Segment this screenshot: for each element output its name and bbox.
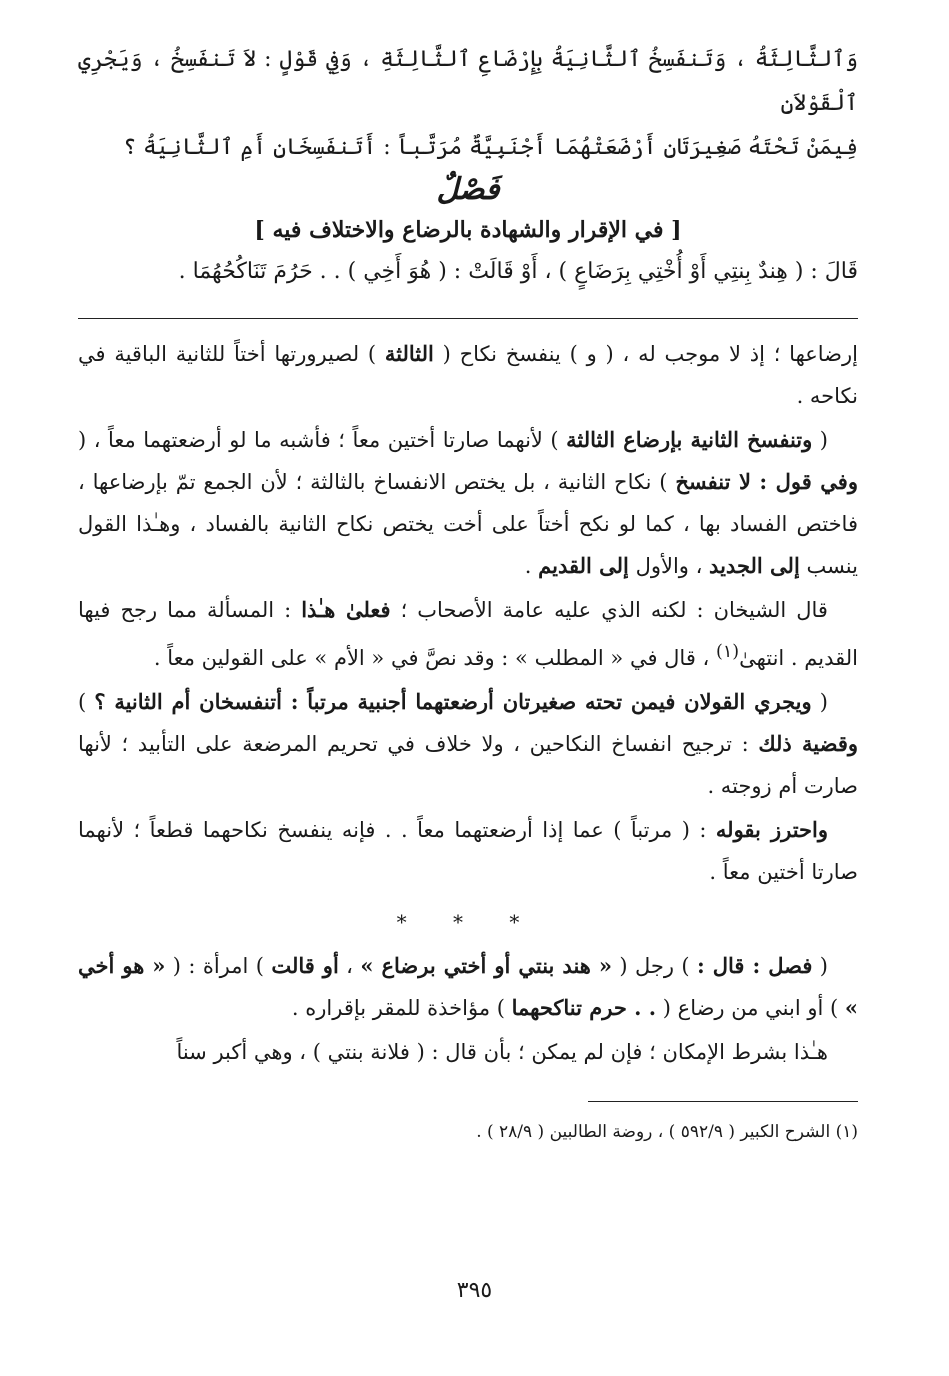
matn-sharh-divider bbox=[78, 318, 858, 319]
commentary-paragraph-7: هـٰذا بشرط الإمكان ؛ فإن لم يمكن ؛ بأن قال : ( فلانة بنتي ) ، وهي أكبر سناً bbox=[176, 1040, 828, 1064]
commentary-paragraph-1: إرضاعها ؛ إذ لا موجب له ، ( و ) ينفسخ نكاح ( الثالثة ) لصيرورتها أختاً للثانية الباقية في نكاحه . bbox=[78, 341, 858, 408]
footnote: (١) الشرح الكبير ( ٥٩٢/٩ ) ، روضة الطالبين ( ٢٨/٩ ) . bbox=[476, 1122, 858, 1142]
commentary bbox=[78, 333, 858, 1073]
section-heading: فَصْلٌ bbox=[436, 172, 500, 207]
page-number: ٣٩٥ bbox=[456, 1278, 493, 1303]
commentary-paragraph-4: ( ويجري القولان فيمن تحته صغيرتان أرضعتهما أجنبية مرتباً : أتنفسخان أم الثانية ؟ ) وقضية ذلك : ترجيح انفساخ النكاحين ، ولا خلاف في تحريم المرضعة على التأبيد ؛ لأنها صارت أم زوجته . bbox=[78, 689, 858, 798]
page-body bbox=[78, 38, 858, 1146]
matn-line-2: فِيمَنْ تَحْتَهُ صَغِيرَتَانِ أَرْضَعَتْهُمَا أَجْنَبِيَّةٌ مُرَتَّباً : أَتَنفَسِخَانِ أَمِ ٱلثَّانِيَةُ ؟ bbox=[123, 135, 858, 160]
footnote-rule bbox=[588, 1101, 858, 1102]
footnote-ref: (١) bbox=[716, 642, 740, 662]
matn-line-3: قَالَ : ( هِندٌ بِنتِي أَوْ أُخْتِي بِرَضَاعٍ ) ، أَوْ قَالَتْ : ( هُوَ أَخِي ) . . حَرُمَ تَنَاكُحُهُمَا . bbox=[178, 259, 858, 284]
commentary-paragraph-5: واحترز بقوله : ( مرتباً ) عما إذا أرضعتهما معاً . . فإنه ينفسخ نكاحهما قطعاً ؛ لأنهما صارتا أختين معاً . bbox=[78, 817, 858, 884]
commentary-paragraph-2: ( وتنفسخ الثانية بإرضاع الثالثة ) لأنهما صارتا أختين معاً ؛ فأشبه ما لو أرضعتهما معاً ، ( وفي قول : لا تنفسخ ) نكاح الثانية ، بل يختص الانفساخ بالثالثة ؛ لأن الجمع تمّ بإرضاعها ، فاختص الفساد بها ، كما لو نكح أختاً على أخت يختص نكاح الثانية بالفساد ، وهـٰذا القول ينسب إلى الجديد ، والأول إلى القديم . bbox=[78, 427, 858, 578]
commentary-paragraph-6: ( فصل : قال : ) رجل ( « هند بنتي أو أختي برضاع » ، أو قالت ) امرأة : ( « هو أخي » ) أو ابني من رضاع ( . . حرم تناكحهما ) مؤاخذة للمقر بإقراره . bbox=[78, 953, 858, 1020]
commentary-paragraph-3: قال الشيخان : لكنه الذي عليه عامة الأصحاب ؛ فعلىٰ هـٰذا : المسألة مما رجح فيها القديم . انتهىٰ$^{(١)}$ ، قال في « المطلب » : وقد نصَّ في « الأم » على القولين معاً . bbox=[78, 597, 858, 670]
section-separator-stars: * * * bbox=[396, 910, 540, 934]
matn-line-1: وَٱلثَّالِثَةُ ، وَتَنفَسِخُ ٱلثَّانِيَةُ بِإِرْضَاعِ ٱلثَّالِثَةِ ، وَفِي قَوْلٍ : لاَ تَنفَسِخُ ، وَيَجْرِي ٱلْقَوْلاَنِ bbox=[78, 47, 858, 116]
section-subtitle: [ في الإقرار والشهادة بالرضاع والاختلاف فيه ] bbox=[254, 217, 682, 243]
